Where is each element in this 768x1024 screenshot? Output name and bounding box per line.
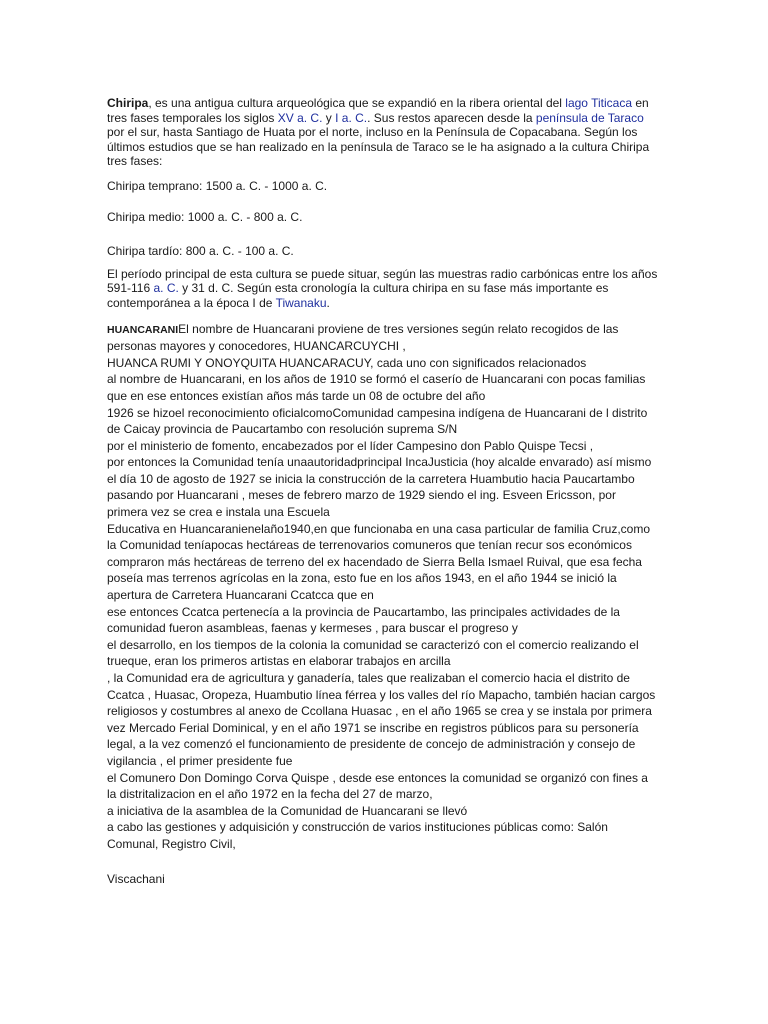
huancarani-body: El nombre de Huancarani proviene de tres versiones según relato recogidos de las personas mayores y conocedores, HUANCARCUYCHI , HUANCA RUMI Y ONOYQUITA HUANCARACUY, cada uno con significados relacionados al nombre de Huancarani, en los años de 1910 se formó el caserío de Huancarani con pocas familias que en ese entonces existían años más tarde un 08 de octubre del año 1926 se hizoel reconocimiento oficialcomoComunidad campesina indígena de Huancarani de l distrito de Caicay provincia de Paucartambo con resolución suprema S/N por el ministerio de fomento, encabezados por el líder Campesino don Pablo Quispe Tecsi , por entonces la Comunidad tenía unaautoridadprincipal IncaJusticia (hoy alcalde envarado) así mismo el día 10 de agosto de 1927 se inicia la construcción de la carretera Huambutio hacia Paucartambo pasando por Huancarani , meses de febrero marzo de 1929 siendo el ing. Esveen Ericsson, por primera vez se crea e instala una Escuela Educativa en Huancaranienelaño1940,en que funcionaba en una casa particular de familia Cruz,como la Comunidad teníapocas hectáreas de terrenovarios comuneros que tenían recur sos económicos compraron más hectáreas de terreno del ex hacendado de Sierra Bella Ismael Ruival, que esa fecha poseía mas terrenos agrícolas en la zona, esto fue en los años 1943, en el año 1944 se inició la apertura de Carretera Huancarani Ccatcca que en ese entonces Ccatca pertenecía a la provincia de Paucartambo, las principales actividades de la comunidad fueron asambleas, faenas y kermeses , para buscar el progreso y el desarrollo, en los tiempos de la colonia la comunidad se caracterizó con el comercio realizando el trueque, eran los primeros artistas en elaborar trabajos en arcilla , la Comunidad era de agricultura y ganadería, tales que realizaban el comercio hacia el distrito de Ccatca , Huasac, Oropeza, Huambutio línea férrea y los valles del río Mapacho, también hacian cargos religiosos y costumbres al anexo de Ccollana Huasac , en el año 1965 se crea y se instala por primera vez Mercado Ferial Dominical, y en el año 1971 se inscribe en registros públicos para su personería legal, a la vez comenzó el funcionamiento de presidente de concejo de administración y consejo de vigilancia , el primer presidente fue el Comunero Don Domingo Corva Quispe , desde ese entonces la comunidad se organizó con fines a la distritalizacion en el año 1972 en la fecha del 27 de marzo, a iniciativa de la asamblea de la Comunidad de Huancarani se llevó a cabo las gestiones y adquisición y construcción de varios instituciones públicas como: Salón Comunal, Registro Civil, <box>107 321 656 851</box>
tiwanaku-link[interactable]: Tiwanaku <box>275 295 327 310</box>
huancarani-heading: HUANCARANI <box>107 323 179 336</box>
intro-paragraph <box>107 96 659 169</box>
period-text-2: y 31 d. C. Según esta cronología la cultura chiripa en su fase más importante es contemporánea a la época I de <box>107 281 609 310</box>
ac-link[interactable]: a. C. <box>153 281 179 296</box>
lake-titicaca-link[interactable]: lago Titicaca <box>565 96 632 110</box>
intro-text-5: por el sur, hasta Santiago de Huata por el norte, incluso en la Península de Copacabana. Según los últimos estudios que se han realizado en la península de Taraco se le ha asignado a la cultura Chiripa tres fases: <box>107 125 650 169</box>
period-text-3: . <box>326 295 330 310</box>
i-ac-link[interactable]: I a. C. <box>335 110 368 125</box>
document-body <box>107 96 659 898</box>
taraco-peninsula-link[interactable]: península de Taraco <box>535 110 644 125</box>
intro-text-3: y <box>322 110 336 125</box>
period-text-1: El período principal de esta cultura se puede situar, según las muestras radio carbónicas entre los años 591-116 <box>107 266 658 296</box>
xv-ac-link[interactable]: XV a. C. <box>277 110 323 125</box>
intro-text-2: en tres fases temporales los siglos <box>107 96 649 125</box>
huancarani-paragraph <box>107 321 659 853</box>
intro-text-1: , es una antigua cultura arqueológica que se expandió en la ribera oriental del <box>148 96 566 110</box>
viscachani-line: Viscachani <box>107 871 165 886</box>
intro-text-4: . Sus restos aparecen desde la <box>367 110 536 125</box>
period-paragraph <box>107 267 659 311</box>
phase-early: Chiripa temprano: 1500 a. C. - 1000 a. C. <box>107 178 328 193</box>
chiripa-term: Chiripa <box>107 96 149 110</box>
phase-middle: Chiripa medio: 1000 a. C. - 800 a. C. <box>107 209 303 224</box>
phase-late: Chiripa tardío: 800 a. C. - 100 a. C. <box>107 244 294 259</box>
